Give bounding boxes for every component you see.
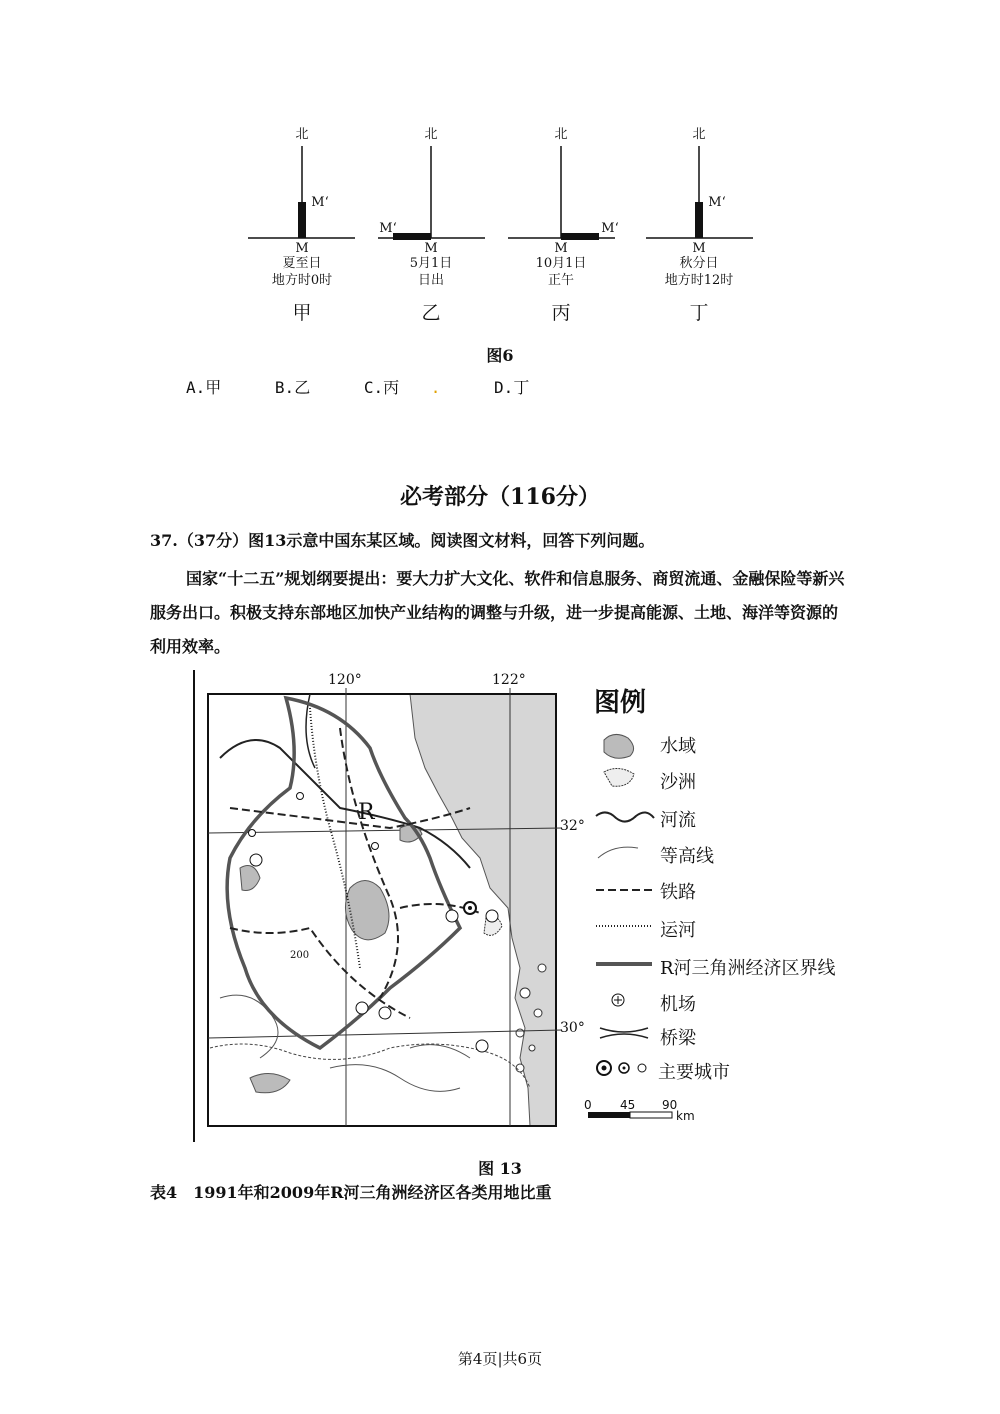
scale-unit: km bbox=[676, 1109, 695, 1123]
diagram-ding-north: 北 bbox=[692, 127, 706, 142]
diagram-bing-name: 丙 bbox=[551, 302, 571, 324]
diagram-ding-m: M bbox=[692, 241, 706, 256]
option-a[interactable]: A.甲 bbox=[186, 378, 222, 397]
diagram-jia-line2: 地方时0时 bbox=[271, 273, 333, 288]
figure-13-caption: 图 13 bbox=[478, 1159, 522, 1178]
diagram-jia-line1: 夏至日 bbox=[282, 256, 322, 271]
diagram-yi-line1: 5月1日 bbox=[409, 256, 453, 271]
section-title: 必考部分（116分） bbox=[400, 484, 600, 510]
diagram-bing-north: 北 bbox=[554, 127, 568, 142]
legend-economic-zone-boundary: R河三角洲经济区界线 bbox=[660, 958, 836, 979]
figure-13-map bbox=[190, 668, 870, 1146]
diagram-yi-line2: 日出 bbox=[417, 273, 444, 288]
diagram-ding-line2: 地方时12时 bbox=[664, 273, 734, 288]
scale-0: 0 bbox=[584, 1098, 592, 1112]
lat-label-32: 32° bbox=[560, 818, 585, 834]
legend-major-city: 主要城市 bbox=[658, 1062, 730, 1083]
question-37-material: 国家“十二五”规划纲要提出：要大力扩大文化、软件和信息服务、商贸流通、金融保险等新兴服务出口。积极支持东部地区加快产业结构的调整与升级，进一步提高能源、土地、海洋等资源的利用效率。 bbox=[150, 569, 845, 656]
diagram-bing-line1: 10月1日 bbox=[535, 256, 587, 271]
legend-airport: 机场 bbox=[660, 994, 696, 1015]
lon-label-122: 122° bbox=[492, 672, 526, 688]
map-drawing bbox=[190, 668, 870, 1146]
contour-value-label: 200 bbox=[290, 950, 310, 961]
figure-6-caption: 图6 bbox=[486, 346, 514, 365]
diagram-yi-name: 乙 bbox=[421, 302, 441, 324]
legend-canal: 运河 bbox=[660, 920, 696, 941]
lon-label-120: 120° bbox=[328, 672, 362, 688]
page-footer: 第4页|共6页 bbox=[457, 1350, 543, 1368]
question-37-heading: 37.（37分）图13示意中国东某区域。阅读图文材料，回答下列问题。 bbox=[150, 531, 655, 550]
figure-6-lines bbox=[0, 120, 1000, 250]
diagram-bing-line2: 正午 bbox=[547, 273, 574, 288]
orange-dot-mark: . bbox=[430, 378, 441, 397]
scale-45: 45 bbox=[620, 1098, 636, 1112]
diagram-bing-m: M bbox=[554, 241, 568, 256]
diagram-yi-m-prime: M‘ bbox=[379, 221, 397, 236]
answer-options bbox=[186, 375, 573, 398]
diagram-jia-m: M bbox=[295, 241, 309, 256]
legend-water: 水域 bbox=[660, 736, 696, 757]
diagram-ding-m-prime: M‘ bbox=[708, 195, 726, 210]
legend-title: 图例 bbox=[594, 688, 647, 718]
diagram-yi-m: M bbox=[424, 241, 438, 256]
figure-6 bbox=[0, 120, 1000, 335]
legend-sandbar: 沙洲 bbox=[660, 772, 696, 793]
diagram-ding-line1: 秋分日 bbox=[679, 256, 719, 271]
diagram-yi-north: 北 bbox=[424, 127, 438, 142]
diagram-jia-m-prime: M‘ bbox=[311, 195, 329, 210]
option-b[interactable]: B.乙 bbox=[274, 378, 311, 397]
legend-railway: 铁路 bbox=[660, 882, 696, 903]
lat-label-30: 30° bbox=[560, 1020, 585, 1036]
scale-90: 90 bbox=[662, 1098, 678, 1112]
legend-bridge: 桥梁 bbox=[660, 1028, 696, 1049]
region-label: R bbox=[358, 800, 375, 825]
diagram-bing-m-prime: M‘ bbox=[601, 221, 619, 236]
option-c[interactable]: C.丙 bbox=[363, 378, 400, 397]
legend-contour: 等高线 bbox=[660, 846, 714, 867]
legend-river: 河流 bbox=[660, 810, 696, 831]
diagram-jia-name: 甲 bbox=[292, 302, 312, 324]
option-d[interactable]: D.丁 bbox=[494, 378, 530, 397]
diagram-ding-name: 丁 bbox=[689, 302, 709, 324]
table-4-caption: 表4 1991年和2009年R河三角洲经济区各类用地比重 bbox=[150, 1183, 552, 1202]
diagram-jia-north: 北 bbox=[295, 127, 309, 142]
